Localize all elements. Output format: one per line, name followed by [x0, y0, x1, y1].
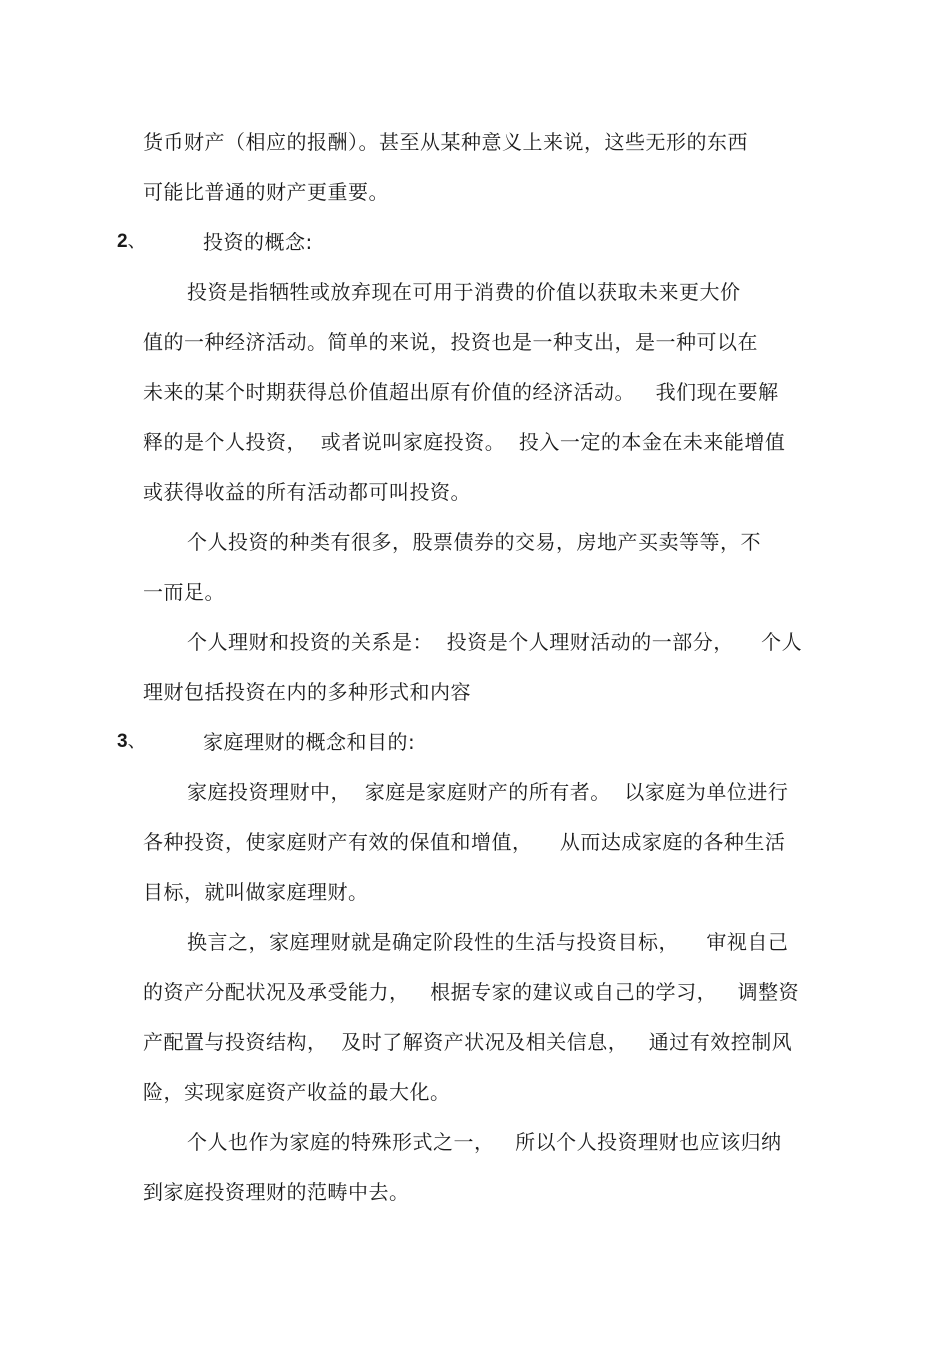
paragraph-line: 的资产分配状况及承受能力， 根据专家的建议或自己的学习， 调整资: [143, 980, 800, 1004]
paragraph-line: 一而足。: [143, 580, 225, 604]
paragraph-line: 个人投资的种类有很多，股票债券的交易，房地产买卖等等，不: [187, 530, 761, 554]
paragraph-line: 货币财产（相应的报酬）。甚至从某种意义上来说，这些无形的东西: [143, 130, 748, 154]
section-title: 投资的概念:: [203, 230, 313, 254]
section-number: 2、: [117, 231, 146, 252]
paragraph-line: 家庭投资理财中， 家庭是家庭财产的所有者。 以家庭为单位进行: [187, 780, 789, 804]
paragraph-line: 未来的某个时期获得总价值超出原有价值的经济活动。 我们现在要解: [143, 380, 779, 404]
paragraph-line: 理财包括投资在内的多种形式和内容: [143, 680, 471, 704]
paragraph-line: 产配置与投资结构， 及时了解资产状况及相关信息， 通过有效控制风: [143, 1030, 793, 1054]
paragraph-line: 可能比普通的财产更重要。: [143, 180, 389, 204]
paragraph-line: 各种投资，使家庭财产有效的保值和增值， 从而达成家庭的各种生活: [143, 830, 786, 854]
paragraph-line: 目标，就叫做家庭理财。: [143, 880, 369, 904]
paragraph-line: 投资是指牺牲或放弃现在可用于消费的价值以获取未来更大价: [187, 280, 741, 304]
paragraph-line: 或获得收益的所有活动都可叫投资。: [143, 480, 471, 504]
paragraph-line: 值的一种经济活动。简单的来说，投资也是一种支出，是一种可以在: [143, 330, 758, 354]
paragraph-line: 到家庭投资理财的范畴中去。: [143, 1180, 410, 1204]
section-number: 3、: [117, 731, 146, 752]
section-title: 家庭理财的概念和目的:: [203, 730, 416, 754]
paragraph-line: 险，实现家庭资产收益的最大化。: [143, 1080, 451, 1104]
paragraph-line: 个人也作为家庭的特殊形式之一， 所以个人投资理财也应该归纳: [187, 1130, 782, 1154]
paragraph-line: 释的是个人投资， 或者说叫家庭投资。 投入一定的本金在未来能增值: [143, 430, 786, 454]
paragraph-line: 换言之，家庭理财就是确定阶段性的生活与投资目标， 审视自己: [187, 930, 789, 954]
paragraph-line: 个人理财和投资的关系是： 投资是个人理财活动的一部分， 个人: [187, 630, 803, 654]
